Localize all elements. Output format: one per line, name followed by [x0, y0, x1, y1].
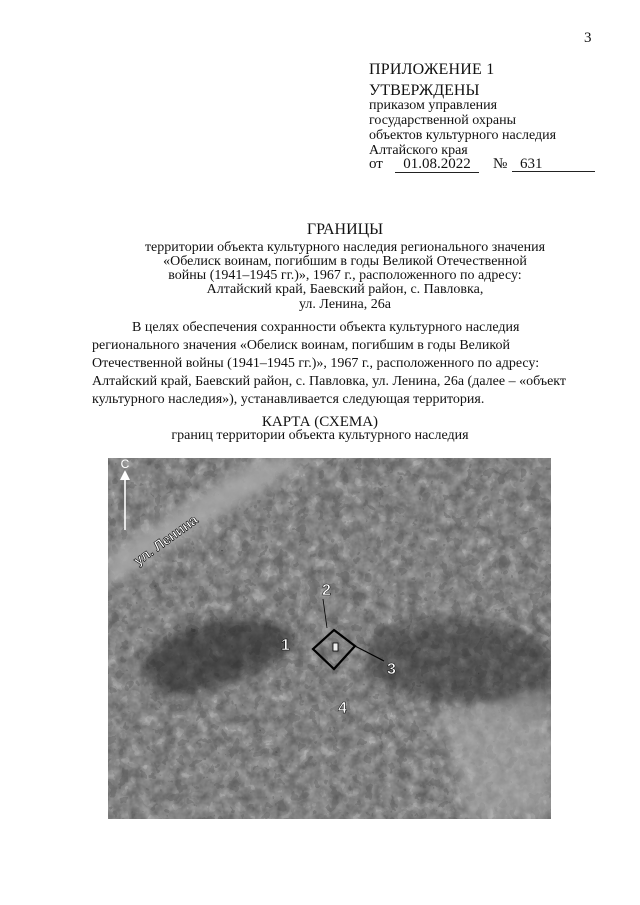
point-label-4: 4 — [338, 700, 347, 717]
map-title: КАРТА (СХЕМА) — [261, 414, 379, 430]
document-heading: ГРАНИЦЫ — [306, 221, 384, 238]
obelisk-marker — [333, 643, 338, 651]
approved-by-line: государственной охраны — [369, 113, 517, 128]
map-subtitle: границ территории объекта культурного наследия — [171, 428, 469, 443]
order-number: 631 — [512, 156, 595, 172]
approved-by-line: Алтайского края — [369, 143, 468, 158]
title-line: Алтайский край, Баевский район, с. Павловка, — [206, 282, 484, 297]
date-prefix: от — [369, 156, 383, 172]
point-label-1: 1 — [281, 637, 290, 654]
title-line: «Обелиск воинам, погибшим в годы Великой Отечественной — [163, 254, 527, 269]
number-prefix: № — [493, 156, 508, 172]
paragraph-line: Алтайский край, Баевский район, с. Павловка, ул. Ленина, 26а (далее – «объект — [92, 374, 567, 389]
paragraph-line: Отечественной войны (1941–1945 гг.)», 1967 г., расположенного по адресу: — [92, 356, 540, 371]
order-date: 01.08.2022 — [395, 156, 479, 173]
paragraph-line: регионального значения «Обелиск воинам, погибшим в годы Великой — [92, 338, 510, 353]
satellite-map — [108, 458, 551, 819]
title-line: территории объекта культурного наследия регионального значения — [144, 240, 546, 255]
street-label: ул. Ленина — [130, 511, 201, 569]
approved-by-line: приказом управления — [369, 98, 498, 113]
paragraph-line: культурного наследия»), устанавливается следующая территория. — [92, 392, 485, 407]
title-line: войны (1941–1945 гг.)», 1967 г., расположенного по адресу: — [168, 268, 522, 283]
appendix-label: ПРИЛОЖЕНИЕ 1 — [369, 61, 495, 78]
paragraph-line: В целях обеспечения сохранности объекта культурного наследия — [132, 320, 520, 335]
title-line: ул. Ленина, 26а — [299, 297, 391, 312]
page-number: 3 — [584, 30, 592, 46]
north-label: С — [120, 458, 130, 471]
point-label-3: 3 — [387, 661, 396, 678]
order-date-number-row — [369, 156, 599, 174]
point-label-2: 2 — [322, 582, 331, 599]
approved-label: УТВЕРЖДЕНЫ — [369, 82, 480, 99]
approved-by-line: объектов культурного наследия — [369, 128, 557, 143]
